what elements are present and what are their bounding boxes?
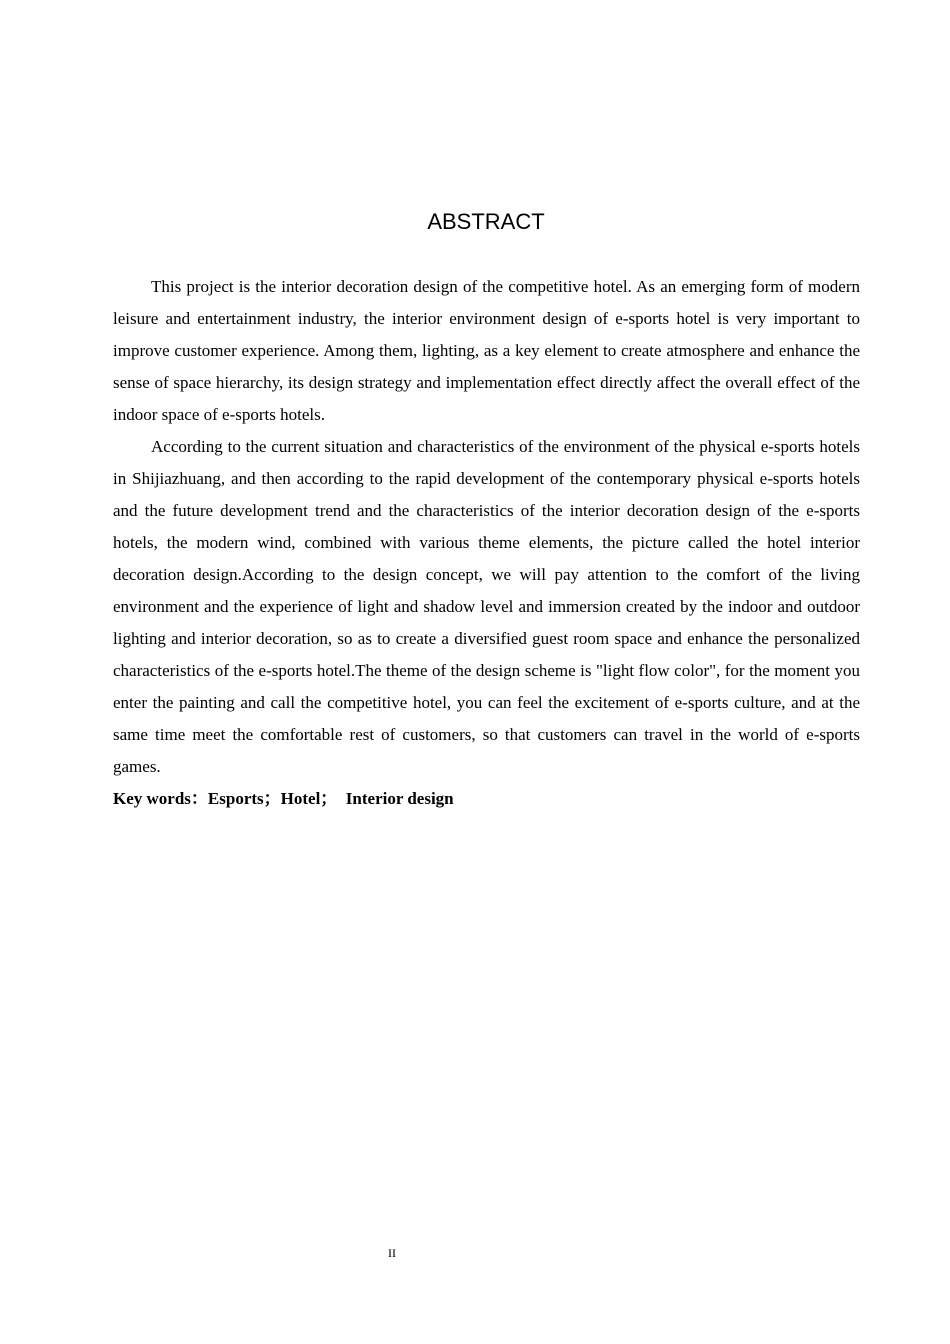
abstract-paragraph-2: According to the current situation and characteristics of the environment of the physical e-sports hotels in Shijiazhuang, and then according to the rapid development of the contemporary physical e-sports hotels and the future development trend and the characteristics of the interior decoration design of the e-sports hotels, the modern wind, combined with various theme elements, the picture called the hotel interior decoration design.According to the design concept, we will pay attention to the comfort of the living environment and the experience of light and shadow level and immersion created by the indoor and outdoor lighting and interior decoration, so as to create a diversified guest room space and enhance the personalized characteristics of the e-sports hotel.The theme of the design scheme is "light flow color", for the moment you enter the painting and call the competitive hotel, you can feel the excitement of e-sports culture, and at the same time meet the comfortable rest of customers, so that customers can travel in the world of e-sports games. (113, 437, 860, 776)
abstract-body (113, 271, 860, 815)
keywords-line: Key words：Esports；Hotel； Interior design (113, 789, 454, 808)
abstract-paragraph-1: This project is the interior decoration design of the competitive hotel. As an emerging form of modern leisure and entertainment industry, the interior environment design of e-sports hotel is very important to improve customer experience. Among them, lighting, as a key element to create atmosphere and enhance the sense of space hierarchy, its design strategy and implementation effect directly affect the overall effect of the indoor space of e-sports hotels. (113, 277, 860, 424)
abstract-title: ABSTRACT (427, 209, 545, 234)
page-number: II (388, 1246, 396, 1260)
